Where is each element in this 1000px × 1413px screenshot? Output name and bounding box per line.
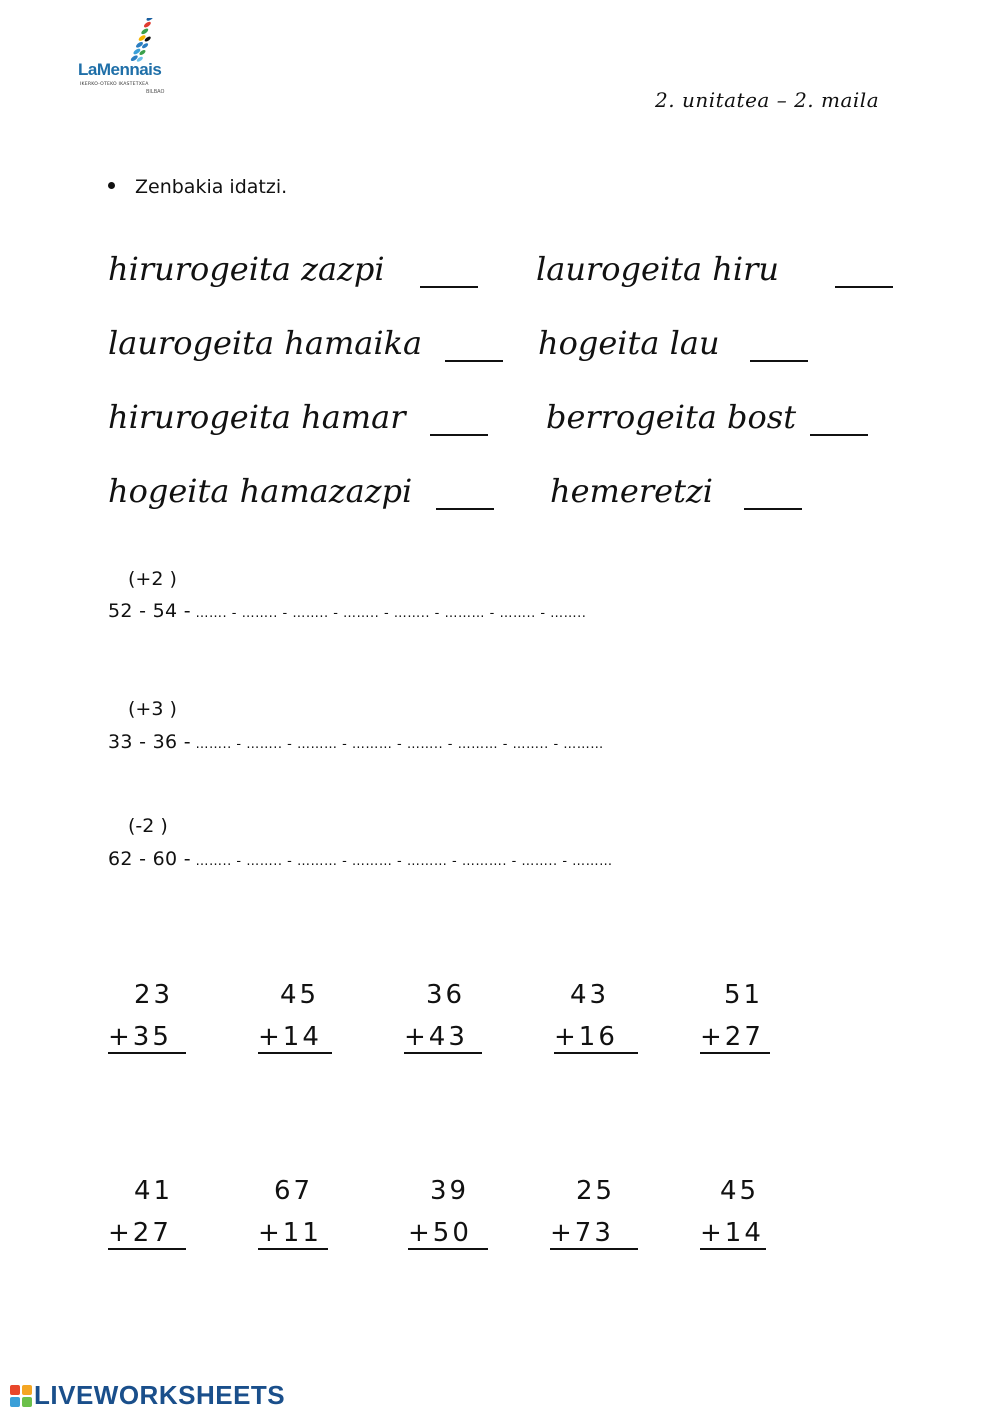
addend-bottom: +73 xyxy=(550,1218,614,1248)
number-word: hirurogeita zazpi xyxy=(108,250,385,288)
sequence-blanks[interactable]: …….. - …….. - ……… - ……… - ……… - ………. - …….. - ……… xyxy=(190,854,613,869)
number-sequence[interactable] xyxy=(108,600,586,622)
instruction-text: Zenbakia idatzi. xyxy=(135,176,288,198)
logo-city: BILBAO xyxy=(146,89,165,95)
addend-top: 25 xyxy=(576,1176,616,1206)
sum-line xyxy=(700,1052,770,1054)
answer-blank[interactable] xyxy=(810,434,868,436)
sequence-blanks[interactable]: ……. - …….. - …….. - …….. - …….. - ……… - …….. - …….. xyxy=(190,606,587,621)
addend-bottom: +14 xyxy=(258,1022,322,1052)
liveworksheets-wordmark: LIVEWORKSHEETS xyxy=(34,1380,286,1410)
number-sequence[interactable] xyxy=(108,731,604,753)
unit-reference: 2. unitatea – 2. maila xyxy=(655,88,880,112)
leaf-emblem-icon xyxy=(78,18,188,66)
sum-line xyxy=(404,1052,482,1054)
sequence-step: (-2 ) xyxy=(128,815,168,837)
answer-blank[interactable] xyxy=(835,286,893,288)
sequence-step: (+3 ) xyxy=(128,698,177,720)
sum-line xyxy=(258,1052,332,1054)
sequence-start: 33 - 36 - xyxy=(108,731,191,753)
number-word: laurogeita hiru xyxy=(536,250,779,288)
sum-line xyxy=(258,1248,328,1250)
logo-name: LaMennais xyxy=(78,60,162,79)
number-word: hogeita hamazazpi xyxy=(108,472,413,510)
addend-top: 36 xyxy=(426,980,466,1010)
addend-bottom: +35 xyxy=(108,1022,172,1052)
bullet-icon xyxy=(108,182,115,189)
answer-blank[interactable] xyxy=(436,508,494,510)
addend-top: 51 xyxy=(724,980,764,1010)
logo-subtitle: IKERKO-OTEKO IKASTETXEA xyxy=(80,82,149,87)
addend-top: 41 xyxy=(134,1176,174,1206)
number-word: hirurogeita hamar xyxy=(108,398,406,436)
instruction xyxy=(108,176,287,198)
sum-line xyxy=(108,1052,186,1054)
addend-bottom: +43 xyxy=(404,1022,468,1052)
sequence-blanks[interactable]: …….. - …….. - ……… - ……… - …….. - ……… - …….. - ……… xyxy=(190,737,604,752)
answer-blank[interactable] xyxy=(744,508,802,510)
addend-bottom: +50 xyxy=(408,1218,472,1248)
answer-blank[interactable] xyxy=(750,360,808,362)
addend-top: 67 xyxy=(274,1176,314,1206)
sequence-start: 62 - 60 - xyxy=(108,848,191,870)
sum-line xyxy=(700,1248,766,1250)
sum-line xyxy=(550,1248,638,1250)
answer-blank[interactable] xyxy=(430,434,488,436)
school-logo xyxy=(78,18,188,98)
addend-bottom: +16 xyxy=(554,1022,618,1052)
addend-bottom: +27 xyxy=(700,1022,764,1052)
number-sequence[interactable] xyxy=(108,848,613,870)
liveworksheets-logo-icon xyxy=(10,1385,32,1407)
addend-top: 45 xyxy=(280,980,320,1010)
sum-line xyxy=(108,1248,186,1250)
answer-blank[interactable] xyxy=(420,286,478,288)
sequence-step: (+2 ) xyxy=(128,568,177,590)
number-word: hemeretzi xyxy=(550,472,714,510)
addend-bottom: +11 xyxy=(258,1218,322,1248)
number-word: hogeita lau xyxy=(538,324,720,362)
addend-top: 39 xyxy=(430,1176,470,1206)
answer-blank[interactable] xyxy=(445,360,503,362)
addend-bottom: +14 xyxy=(700,1218,764,1248)
addend-bottom: +27 xyxy=(108,1218,172,1248)
sum-line xyxy=(554,1052,638,1054)
sum-line xyxy=(408,1248,488,1250)
number-word: berrogeita bost xyxy=(546,398,797,436)
addend-top: 45 xyxy=(720,1176,760,1206)
sequence-start: 52 - 54 - xyxy=(108,600,191,622)
addend-top: 43 xyxy=(570,980,610,1010)
number-word: laurogeita hamaika xyxy=(108,324,423,362)
addend-top: 23 xyxy=(134,980,174,1010)
